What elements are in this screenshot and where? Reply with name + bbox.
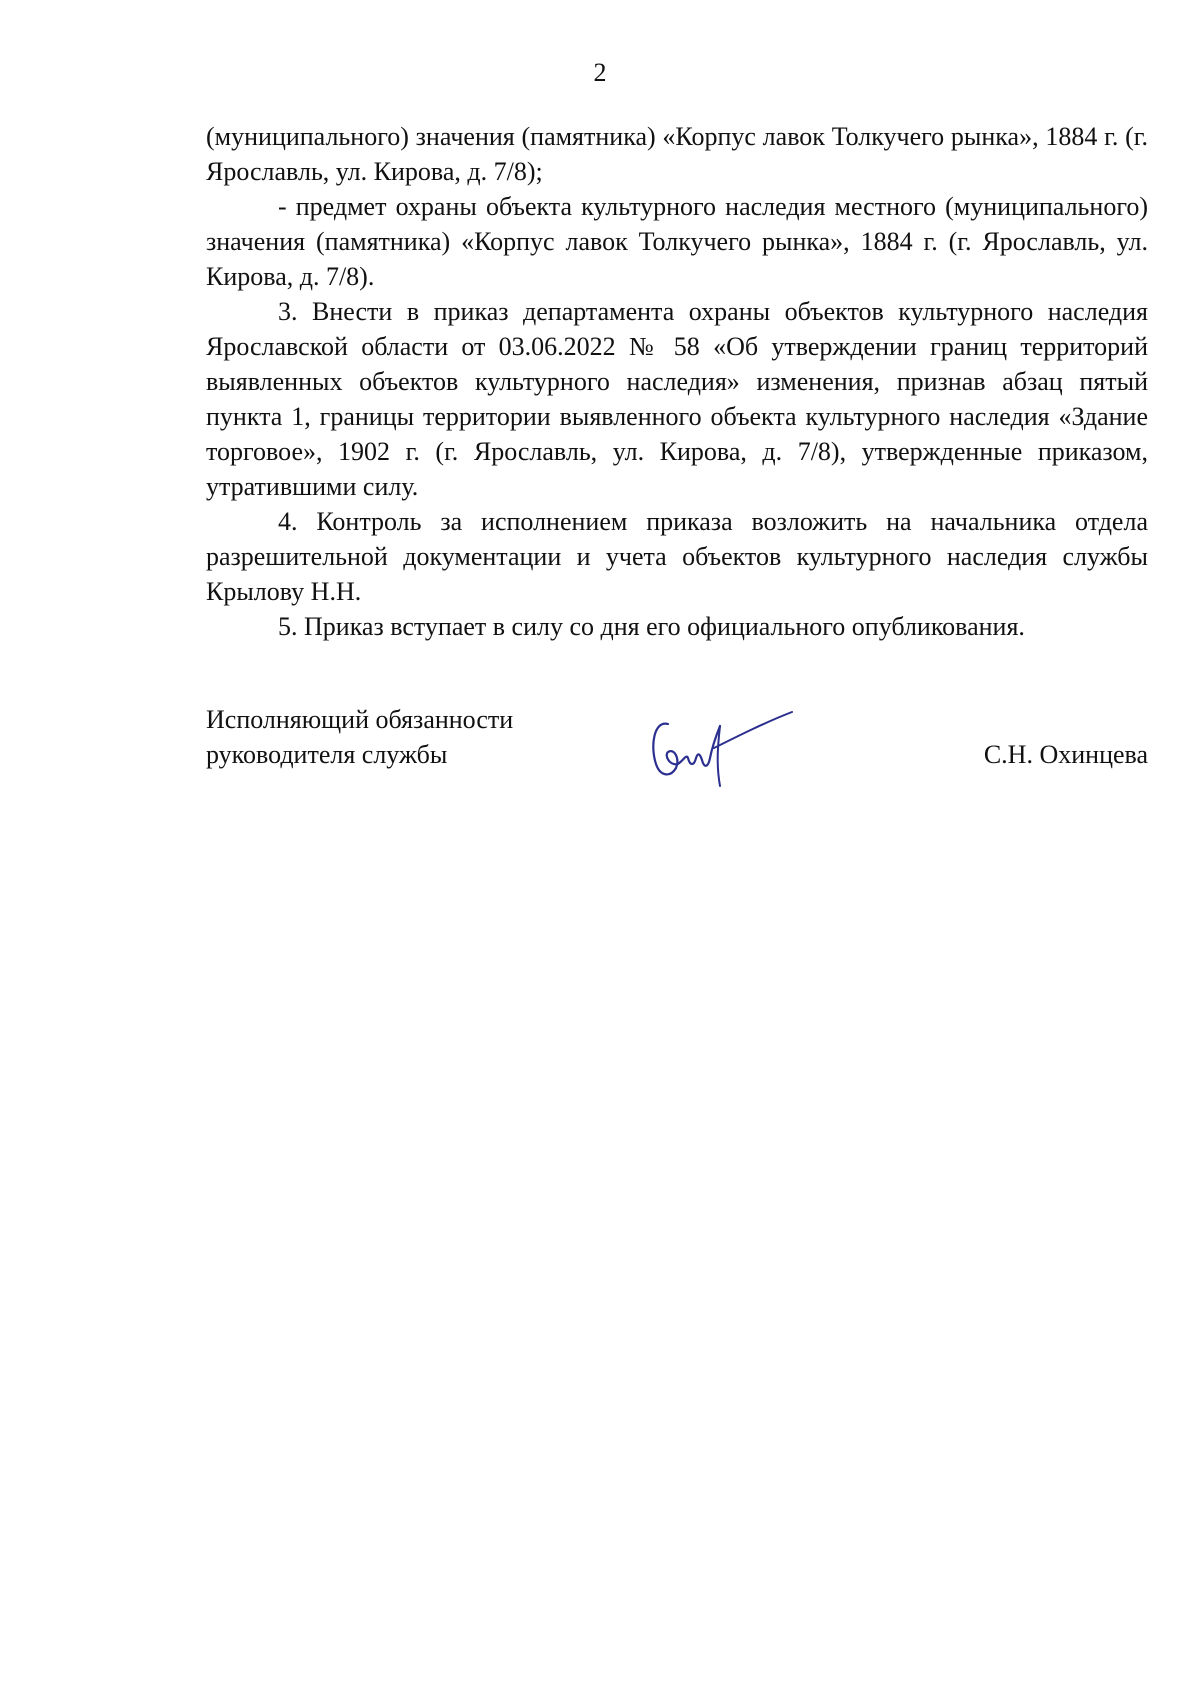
page-number: 2: [593, 58, 607, 87]
signatory-position: [206, 702, 586, 772]
signature-block: [206, 702, 1148, 812]
signatory-position-line-2: руководителя службы: [206, 740, 448, 769]
signatory-name: С.Н. Охинцева: [983, 740, 1148, 769]
signatory-position-line-1: Исполняющий обязанности: [206, 705, 514, 734]
document-body: [206, 119, 1148, 644]
handwritten-signature: [646, 694, 806, 794]
paragraph-item-3: 3. Внести в приказ департамента охраны объектов культурного наследия Ярославской области от 03.06.2022 № 58 «Об утверждении границ территорий выявленных объектов культурного наследия» изменения, признав абзац пятый пункта 1, границы территории выявленного объекта культурного наследия «Здание торговое», 1902 г. (г. Ярославль, ул. Кирова, д. 7/8), утвержденные приказом, утратившими силу.: [206, 297, 1148, 501]
paragraph-object-continuation: (муниципального) значения (памятника) «Корпус лавок Толкучего рынка», 1884 г. (г. Ярославль, ул. Кирова, д. 7/8);: [206, 122, 1148, 186]
paragraph-item-5: 5. Приказ вступает в силу со дня его официального опубликования.: [278, 612, 1025, 641]
paragraph-protection-subject: - предмет охраны объекта культурного наследия местного (муниципального) значения (памятника) «Корпус лавок Толкучего рынка», 1884 г. (г. Ярославль, ул. Кирова, д. 7/8).: [206, 192, 1148, 291]
paragraph-item-4: 4. Контроль за исполнением приказа возложить на начальника отдела разрешительной документации и учета объектов культурного наследия службы Крылову Н.Н.: [206, 507, 1148, 606]
